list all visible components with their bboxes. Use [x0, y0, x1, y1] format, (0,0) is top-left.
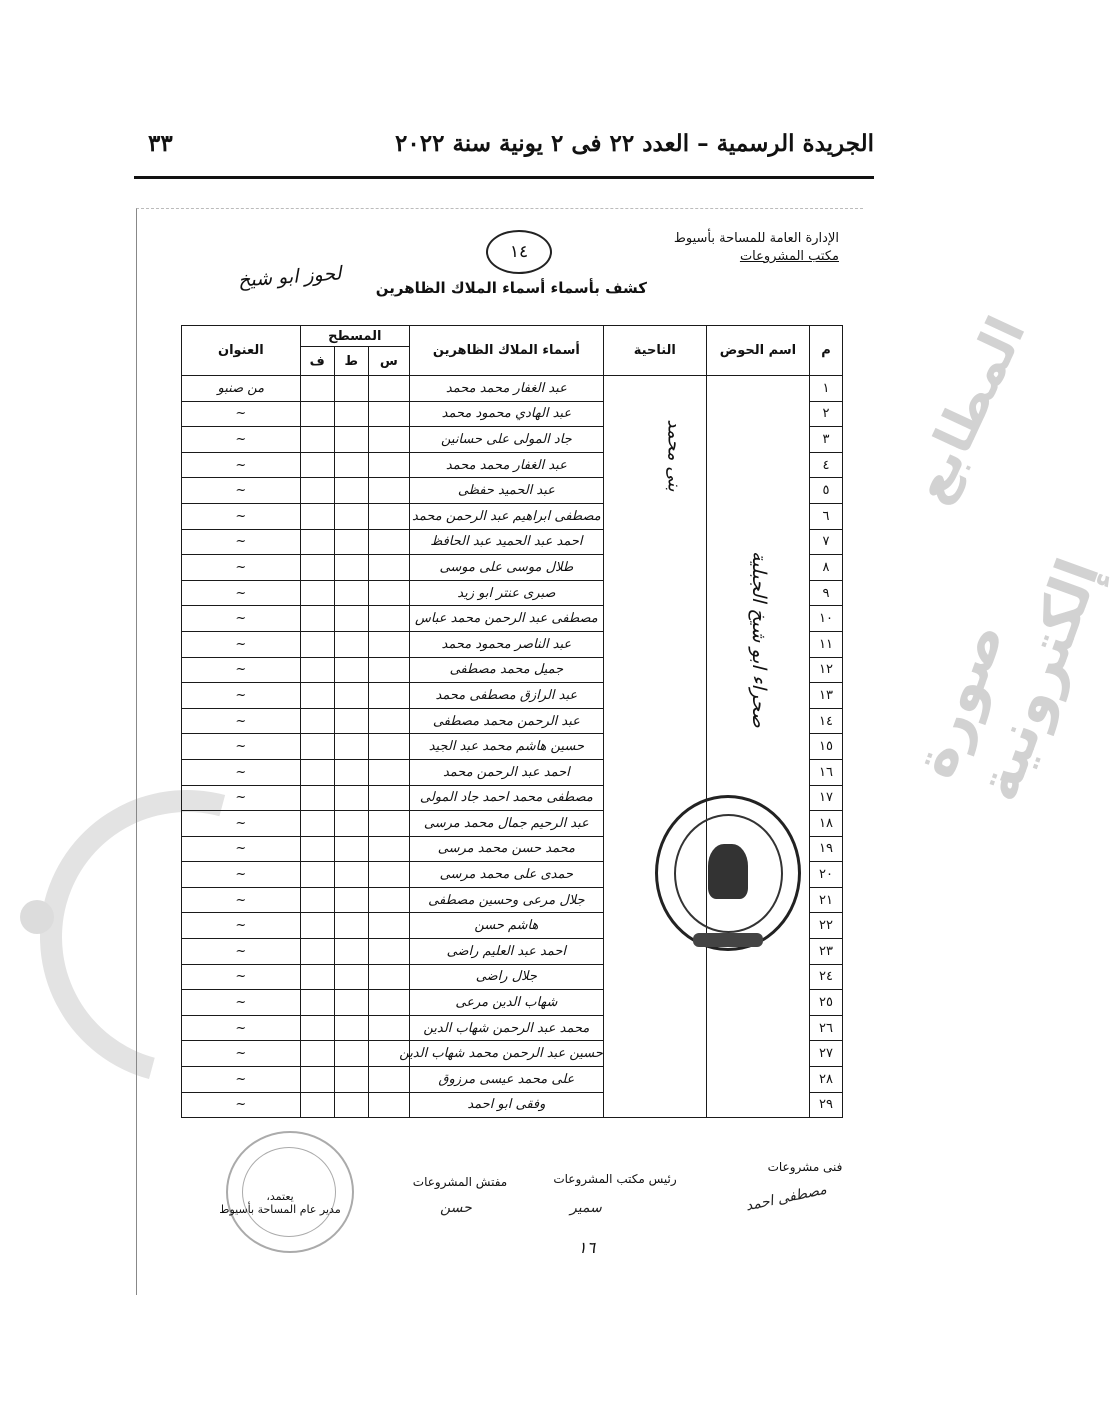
owner-name: حسين هاشم محمد عبد الجيد — [409, 734, 603, 760]
sahm-cell — [368, 1067, 409, 1093]
qirat-cell — [334, 1015, 368, 1041]
owner-address: ~ — [182, 427, 301, 453]
row-number: ٢٧ — [810, 1041, 843, 1067]
sahm-cell — [368, 939, 409, 965]
feddan-cell — [300, 478, 334, 504]
statement-handwritten: لحوز ابو شيخ — [237, 262, 343, 292]
row-number: ٣ — [810, 427, 843, 453]
inspector-handwritten-signature: حسن — [440, 1200, 472, 1216]
qirat-cell — [334, 1092, 368, 1118]
director-title: مدير عام المساحة بأسيوط — [219, 1203, 341, 1216]
qirat-cell — [334, 657, 368, 683]
row-number: ٢٥ — [810, 990, 843, 1016]
signature-inspector: مفتش المشروعات — [412, 1175, 508, 1189]
watermark-text-1: المطابع — [899, 307, 1038, 513]
owner-address: ~ — [182, 734, 301, 760]
sahm-cell — [368, 606, 409, 632]
director-prefix: يعتمد، — [266, 1190, 294, 1203]
header-district: الناحية — [603, 326, 706, 376]
feddan-cell — [300, 836, 334, 862]
qirat-cell — [334, 836, 368, 862]
feddan-cell — [300, 887, 334, 913]
owner-name: احمد عبد العليم راضى — [409, 939, 603, 965]
owner-address: ~ — [182, 555, 301, 581]
owner-address: ~ — [182, 913, 301, 939]
owner-name: محمد حسن محمد مرسى — [409, 836, 603, 862]
feddan-cell — [300, 990, 334, 1016]
feddan-cell — [300, 529, 334, 555]
header-rule — [134, 176, 874, 179]
feddan-cell — [300, 580, 334, 606]
owner-name: احمد عبد الحميد عبد الحافظ — [409, 529, 603, 555]
sahm-cell — [368, 427, 409, 453]
owner-address: ~ — [182, 1041, 301, 1067]
owner-name: حسين عبد الرحمن محمد شهاب الدين — [409, 1041, 603, 1067]
head-handwritten-signature: سمير — [570, 1200, 602, 1216]
row-number: ١٢ — [810, 657, 843, 683]
owner-address: ~ — [182, 683, 301, 709]
owner-address: ~ — [182, 708, 301, 734]
sahm-cell — [368, 887, 409, 913]
sahm-cell — [368, 529, 409, 555]
owner-address: ~ — [182, 990, 301, 1016]
row-number: ٢٠ — [810, 862, 843, 888]
row-number: ٢ — [810, 401, 843, 427]
owner-name: صبرى عنتر ابو زيد — [409, 580, 603, 606]
owner-name: مصطفى عبد الرحمن محمد عباس — [409, 606, 603, 632]
row-number: ١٨ — [810, 811, 843, 837]
row-number: ٢٨ — [810, 1067, 843, 1093]
row-number: ٢٢ — [810, 913, 843, 939]
signature-head: رئيس مكتب المشروعات — [553, 1172, 677, 1186]
owner-address: ~ — [182, 580, 301, 606]
row-number: ٧ — [810, 529, 843, 555]
owner-address: ~ — [182, 759, 301, 785]
row-number: ١ — [810, 376, 843, 402]
owner-name: عبد الرازق مصطفى محمد — [409, 683, 603, 709]
row-number: ١٦ — [810, 759, 843, 785]
watermark-dot — [20, 900, 54, 934]
sahm-cell — [368, 811, 409, 837]
qirat-cell — [334, 939, 368, 965]
owner-name: جميل محمد مصطفى — [409, 657, 603, 683]
qirat-cell — [334, 887, 368, 913]
owner-address: ~ — [182, 606, 301, 632]
district-cell — [603, 376, 706, 1118]
owner-address: ~ — [182, 529, 301, 555]
tech-handwritten-signature: مصطفى احمد — [744, 1181, 829, 1215]
qirat-cell — [334, 631, 368, 657]
district-handwritten: بنى محمد — [663, 419, 685, 492]
row-number: ١١ — [810, 631, 843, 657]
owner-name: جاد المولى على حسانين — [409, 427, 603, 453]
owner-name: وفقى ابو احمد — [409, 1092, 603, 1118]
qirat-cell — [334, 734, 368, 760]
owner-name: عبد الغفار محمد محمد — [409, 376, 603, 402]
feddan-cell — [300, 1041, 334, 1067]
sahm-cell — [368, 759, 409, 785]
qirat-cell — [334, 683, 368, 709]
row-number: ٦ — [810, 503, 843, 529]
owner-address: ~ — [182, 811, 301, 837]
row-number: ١٠ — [810, 606, 843, 632]
qirat-cell — [334, 1067, 368, 1093]
sahm-cell — [368, 913, 409, 939]
owner-address: ~ — [182, 478, 301, 504]
header-area: المسطح — [300, 326, 409, 347]
owner-address: ~ — [182, 862, 301, 888]
qirat-cell — [334, 529, 368, 555]
owner-address: ~ — [182, 503, 301, 529]
owner-name: عبد الحميد حفظى — [409, 478, 603, 504]
signature-director — [200, 1190, 360, 1216]
sahm-cell — [368, 964, 409, 990]
qirat-cell — [334, 503, 368, 529]
owner-address: ~ — [182, 1015, 301, 1041]
row-number: ٩ — [810, 580, 843, 606]
owner-address: ~ — [182, 452, 301, 478]
qirat-cell — [334, 606, 368, 632]
owner-name: هاشم حسن — [409, 913, 603, 939]
owner-name: جلال مرعى وحسين مصطفى — [409, 887, 603, 913]
sahm-cell — [368, 503, 409, 529]
owner-address: ~ — [182, 785, 301, 811]
header-sahm: س — [368, 347, 409, 376]
feddan-cell — [300, 555, 334, 581]
row-number: ٤ — [810, 452, 843, 478]
owner-name: حمدى على محمد مرسى — [409, 862, 603, 888]
row-number: ٢٤ — [810, 964, 843, 990]
sahm-cell — [368, 683, 409, 709]
feddan-cell — [300, 785, 334, 811]
feddan-cell — [300, 631, 334, 657]
qirat-cell — [334, 913, 368, 939]
row-number: ١٤ — [810, 708, 843, 734]
row-number: ٢١ — [810, 887, 843, 913]
header-basin: اسم الحوض — [706, 326, 809, 376]
sahm-cell — [368, 555, 409, 581]
qirat-cell — [334, 1041, 368, 1067]
form-number-circle: ١٤ — [486, 230, 552, 274]
sahm-cell — [368, 836, 409, 862]
qirat-cell — [334, 862, 368, 888]
sahm-cell — [368, 657, 409, 683]
sahm-cell — [368, 708, 409, 734]
header-no: م — [810, 326, 843, 376]
owner-name: جلال راضى — [409, 964, 603, 990]
qirat-cell — [334, 376, 368, 402]
owner-name: مصطفى محمد احمد جاد المولى — [409, 785, 603, 811]
owner-address: ~ — [182, 1067, 301, 1093]
eagle-emblem-icon — [708, 844, 748, 899]
statement-title: كشف بأسماء أسماء الملاك الظاهرين — [375, 279, 647, 297]
document-page-number: ١٦ — [578, 1238, 596, 1257]
watermark-text-2: صورة إلكترونية — [898, 549, 1113, 810]
owner-address: ~ — [182, 887, 301, 913]
owner-address: من صنبو — [182, 376, 301, 402]
qirat-cell — [334, 759, 368, 785]
sahm-cell — [368, 452, 409, 478]
owner-address: ~ — [182, 964, 301, 990]
feddan-cell — [300, 913, 334, 939]
feddan-cell — [300, 734, 334, 760]
seal-base — [693, 933, 763, 947]
qirat-cell — [334, 785, 368, 811]
qirat-cell — [334, 990, 368, 1016]
seal-inner-ring — [674, 814, 783, 933]
gazette-header — [134, 126, 874, 176]
feddan-cell — [300, 1092, 334, 1118]
feddan-cell — [300, 759, 334, 785]
owner-address: ~ — [182, 401, 301, 427]
feddan-cell — [300, 401, 334, 427]
feddan-cell — [300, 862, 334, 888]
feddan-cell — [300, 452, 334, 478]
feddan-cell — [300, 964, 334, 990]
feddan-cell — [300, 427, 334, 453]
qirat-cell — [334, 964, 368, 990]
sahm-cell — [368, 1015, 409, 1041]
owner-name: احمد عبد الرحمن محمد — [409, 759, 603, 785]
sahm-cell — [368, 376, 409, 402]
row-number: ٥ — [810, 478, 843, 504]
sahm-cell — [368, 862, 409, 888]
row-number: ١٣ — [810, 683, 843, 709]
qirat-cell — [334, 401, 368, 427]
owner-name: مصطفى ابراهيم عبد الرحمن محمد — [409, 503, 603, 529]
row-number: ٨ — [810, 555, 843, 581]
row-number: ١٥ — [810, 734, 843, 760]
feddan-cell — [300, 1067, 334, 1093]
owner-address: ~ — [182, 631, 301, 657]
feddan-cell — [300, 1015, 334, 1041]
row-number: ١٧ — [810, 785, 843, 811]
feddan-cell — [300, 376, 334, 402]
row-number: ٢٣ — [810, 939, 843, 965]
sahm-cell — [368, 1092, 409, 1118]
owner-name: عبد الهادي محمود محمد — [409, 401, 603, 427]
owner-name: على محمد عيسى مرزوق — [409, 1067, 603, 1093]
feddan-cell — [300, 657, 334, 683]
feddan-cell — [300, 708, 334, 734]
owner-name: محمد عبد الرحمن شهاب الدين — [409, 1015, 603, 1041]
sahm-cell — [368, 785, 409, 811]
owner-name: طلال موسى على موسى — [409, 555, 603, 581]
sahm-cell — [368, 580, 409, 606]
header-address: العنوان — [182, 326, 301, 376]
owner-address: ~ — [182, 836, 301, 862]
owner-name: عبد الناصر محمود محمد — [409, 631, 603, 657]
qirat-cell — [334, 452, 368, 478]
owner-address: ~ — [182, 1092, 301, 1118]
sahm-cell — [368, 990, 409, 1016]
qirat-cell — [334, 708, 368, 734]
feddan-cell — [300, 811, 334, 837]
issuing-authority — [674, 230, 839, 266]
gazette-title: الجريدة الرسمية – العدد ٢٢ فى ٢ يونية سنة ٢٠٢٢ — [395, 130, 874, 157]
feddan-cell — [300, 683, 334, 709]
owner-name: عبد الرحمن محمد مصطفى — [409, 708, 603, 734]
header-owners: أسماء الملاك الظاهرين — [409, 326, 603, 376]
row-number: ٢٦ — [810, 1015, 843, 1041]
authority-line-2: مكتب المشروعات — [739, 249, 839, 264]
qirat-cell — [334, 555, 368, 581]
feddan-cell — [300, 503, 334, 529]
page-number: ٣٣ — [148, 130, 173, 157]
owner-address: ~ — [182, 657, 301, 683]
owner-address: ~ — [182, 939, 301, 965]
qirat-cell — [334, 427, 368, 453]
owner-name: شهاب الدين مرعى — [409, 990, 603, 1016]
owner-name: عبد الغفار محمد محمد — [409, 452, 603, 478]
sahm-cell — [368, 631, 409, 657]
header-qirat: ط — [334, 347, 368, 376]
sahm-cell — [368, 478, 409, 504]
signature-tech: فنى مشروعات — [767, 1160, 843, 1174]
row-number: ٢٩ — [810, 1092, 843, 1118]
owner-name: عبد الرحيم جمال محمد مرسى — [409, 811, 603, 837]
sahm-cell — [368, 401, 409, 427]
feddan-cell — [300, 939, 334, 965]
header-feddan: ف — [300, 347, 334, 376]
basin-handwritten: صحراء ابو شيخ الجبلية — [748, 551, 770, 728]
row-number: ١٩ — [810, 836, 843, 862]
qirat-cell — [334, 580, 368, 606]
official-seal — [655, 795, 801, 951]
feddan-cell — [300, 606, 334, 632]
qirat-cell — [334, 811, 368, 837]
authority-line-1: الإدارة العامة للمساحة بأسيوط — [673, 231, 839, 246]
sahm-cell — [368, 734, 409, 760]
qirat-cell — [334, 478, 368, 504]
